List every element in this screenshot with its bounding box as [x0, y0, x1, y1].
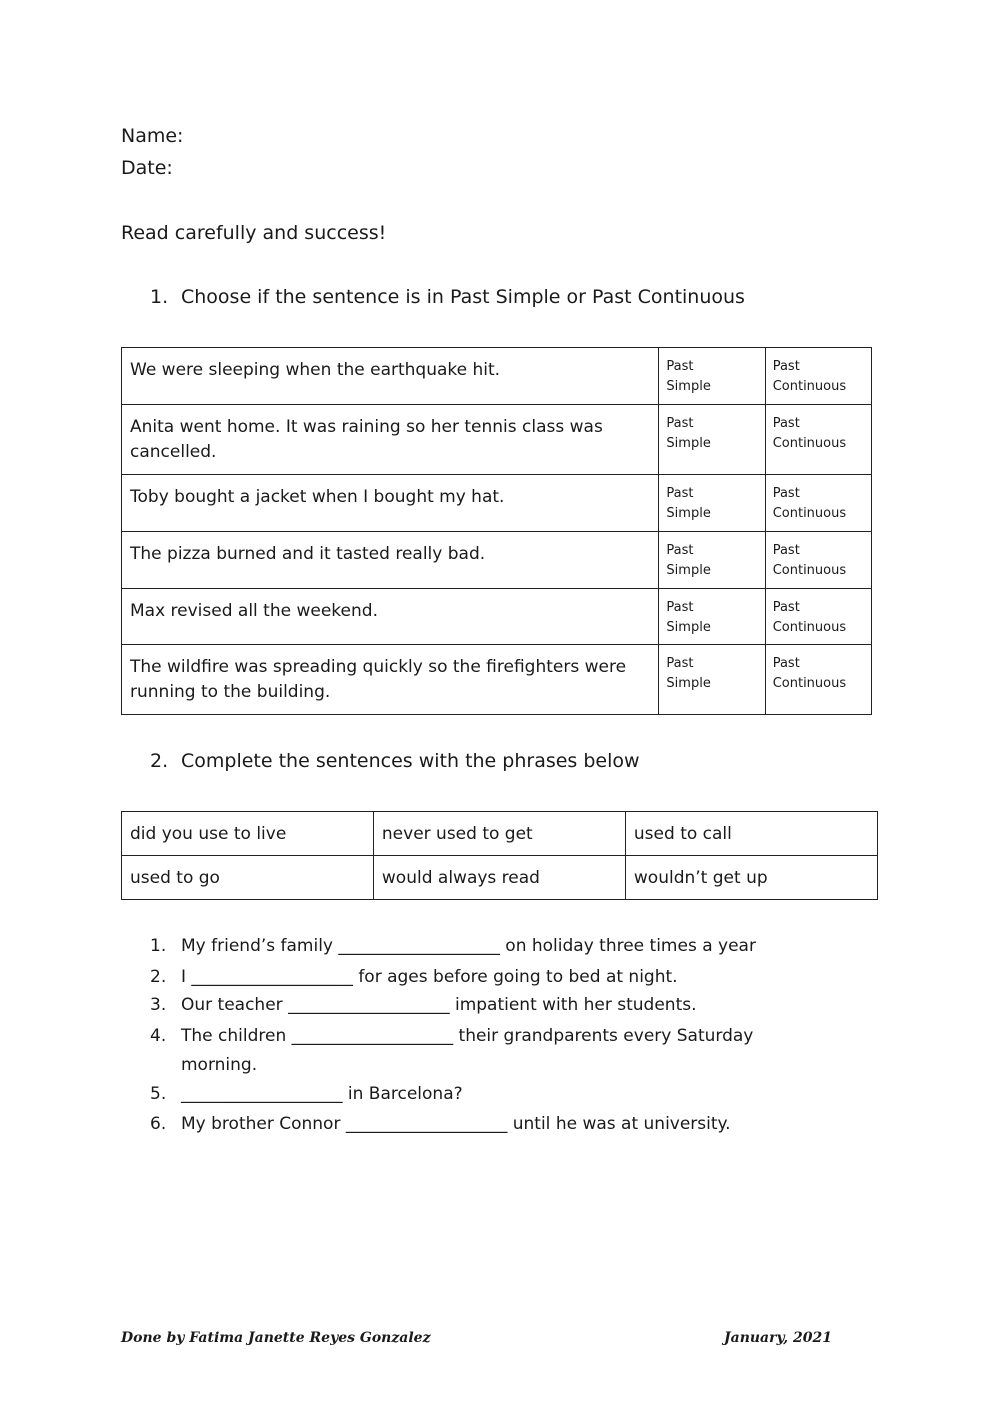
phrase-cell: would always read	[373, 856, 625, 900]
sentence-cell: Anita went home. It was raining so her tennis class was cancelled.	[122, 405, 659, 475]
option-word: Past	[772, 543, 800, 558]
table-row	[122, 532, 872, 589]
footer-date: January, 2021	[724, 1330, 833, 1346]
table-row	[122, 475, 872, 532]
exercise-text: My friend’s family ___________________ on holiday three times a year	[181, 936, 756, 956]
option-word: Simple	[666, 436, 711, 451]
exercise-text: Our teacher ___________________ impatient with her students.	[181, 995, 697, 1015]
section1-number: 1.	[150, 286, 169, 308]
section2-number: 2.	[150, 750, 169, 772]
exercise-text: ___________________ in Barcelona?	[181, 1084, 463, 1104]
option-word: Simple	[666, 563, 711, 578]
option-past-simple[interactable]	[659, 475, 765, 532]
section1-title: Choose if the sentence is in Past Simple or Past Continuous	[181, 286, 745, 308]
option-past-continuous[interactable]	[765, 348, 871, 405]
date-label: Date:	[121, 157, 173, 179]
option-past-continuous[interactable]	[765, 405, 871, 475]
instruction-text: Read carefully and success!	[121, 222, 387, 244]
exercise-item	[150, 965, 678, 989]
option-word: Past	[666, 486, 694, 501]
option-past-simple[interactable]	[659, 589, 765, 645]
table-row	[122, 589, 872, 645]
option-word: Past	[772, 359, 800, 374]
exercise-text-continuation: morning.	[181, 1055, 258, 1075]
option-word: Past	[772, 656, 800, 671]
table-row	[122, 645, 872, 715]
option-word: Continuous	[772, 563, 847, 578]
option-past-continuous[interactable]	[765, 475, 871, 532]
phrase-cell: used to go	[122, 856, 374, 900]
phrase-cell: never used to get	[373, 812, 625, 856]
section2-title: Complete the sentences with the phrases below	[181, 750, 640, 772]
option-word: Simple	[666, 506, 711, 521]
footer-author: Done by Fatima Janette Reyes Gonzalez	[121, 1330, 431, 1346]
table-row	[122, 812, 878, 856]
option-word: Simple	[666, 620, 711, 635]
section1-heading	[150, 285, 745, 309]
exercise-number: 2.	[150, 967, 167, 987]
option-word: Past	[772, 416, 800, 431]
option-word: Continuous	[772, 620, 847, 635]
sentence-cell: We were sleeping when the earthquake hit.	[122, 348, 659, 405]
option-word: Past	[666, 656, 694, 671]
tense-choice-table	[121, 347, 872, 715]
sentence-cell: Max revised all the weekend.	[122, 589, 659, 645]
phrase-cell: did you use to live	[122, 812, 374, 856]
exercise-number: 1.	[150, 936, 167, 956]
option-word: Continuous	[772, 379, 847, 394]
sentence-cell: The wildfire was spreading quickly so the firefighters were running to the building.	[122, 645, 659, 715]
option-past-simple[interactable]	[659, 348, 765, 405]
exercise-number: 5.	[150, 1084, 167, 1104]
table-row	[122, 856, 878, 900]
exercise-number: 3.	[150, 995, 167, 1015]
exercise-number: 4.	[150, 1026, 167, 1046]
table-row	[122, 348, 872, 405]
option-past-continuous[interactable]	[765, 645, 871, 715]
exercise-item	[150, 1112, 731, 1136]
exercise-item	[150, 1022, 830, 1080]
exercise-text: I ___________________ for ages before going to bed at night.	[181, 967, 678, 987]
option-word: Simple	[666, 676, 711, 691]
option-past-simple[interactable]	[659, 645, 765, 715]
option-word: Past	[666, 600, 694, 615]
exercise-text: My brother Connor ___________________ until he was at university.	[181, 1114, 731, 1134]
exercise-item	[150, 993, 697, 1017]
option-word: Past	[772, 600, 800, 615]
exercise-item	[150, 934, 756, 958]
exercise-text: The children ___________________ their grandparents every Saturday	[181, 1026, 754, 1046]
phrase-cell: wouldn’t get up	[625, 856, 877, 900]
option-word: Simple	[666, 379, 711, 394]
exercise-number: 6.	[150, 1114, 167, 1134]
option-word: Continuous	[772, 676, 847, 691]
exercise-item	[150, 1082, 463, 1106]
sentence-cell: Toby bought a jacket when I bought my hat.	[122, 475, 659, 532]
phrase-cell: used to call	[625, 812, 877, 856]
option-word: Past	[666, 416, 694, 431]
option-word: Continuous	[772, 436, 847, 451]
option-past-continuous[interactable]	[765, 589, 871, 645]
table-row	[122, 405, 872, 475]
name-label: Name:	[121, 125, 184, 147]
sentence-cell: The pizza burned and it tasted really bad.	[122, 532, 659, 589]
option-past-continuous[interactable]	[765, 532, 871, 589]
option-word: Past	[666, 359, 694, 374]
section2-heading	[150, 749, 640, 773]
option-word: Past	[666, 543, 694, 558]
phrase-bank-table	[121, 811, 878, 900]
option-word: Past	[772, 486, 800, 501]
option-past-simple[interactable]	[659, 405, 765, 475]
option-past-simple[interactable]	[659, 532, 765, 589]
option-word: Continuous	[772, 506, 847, 521]
